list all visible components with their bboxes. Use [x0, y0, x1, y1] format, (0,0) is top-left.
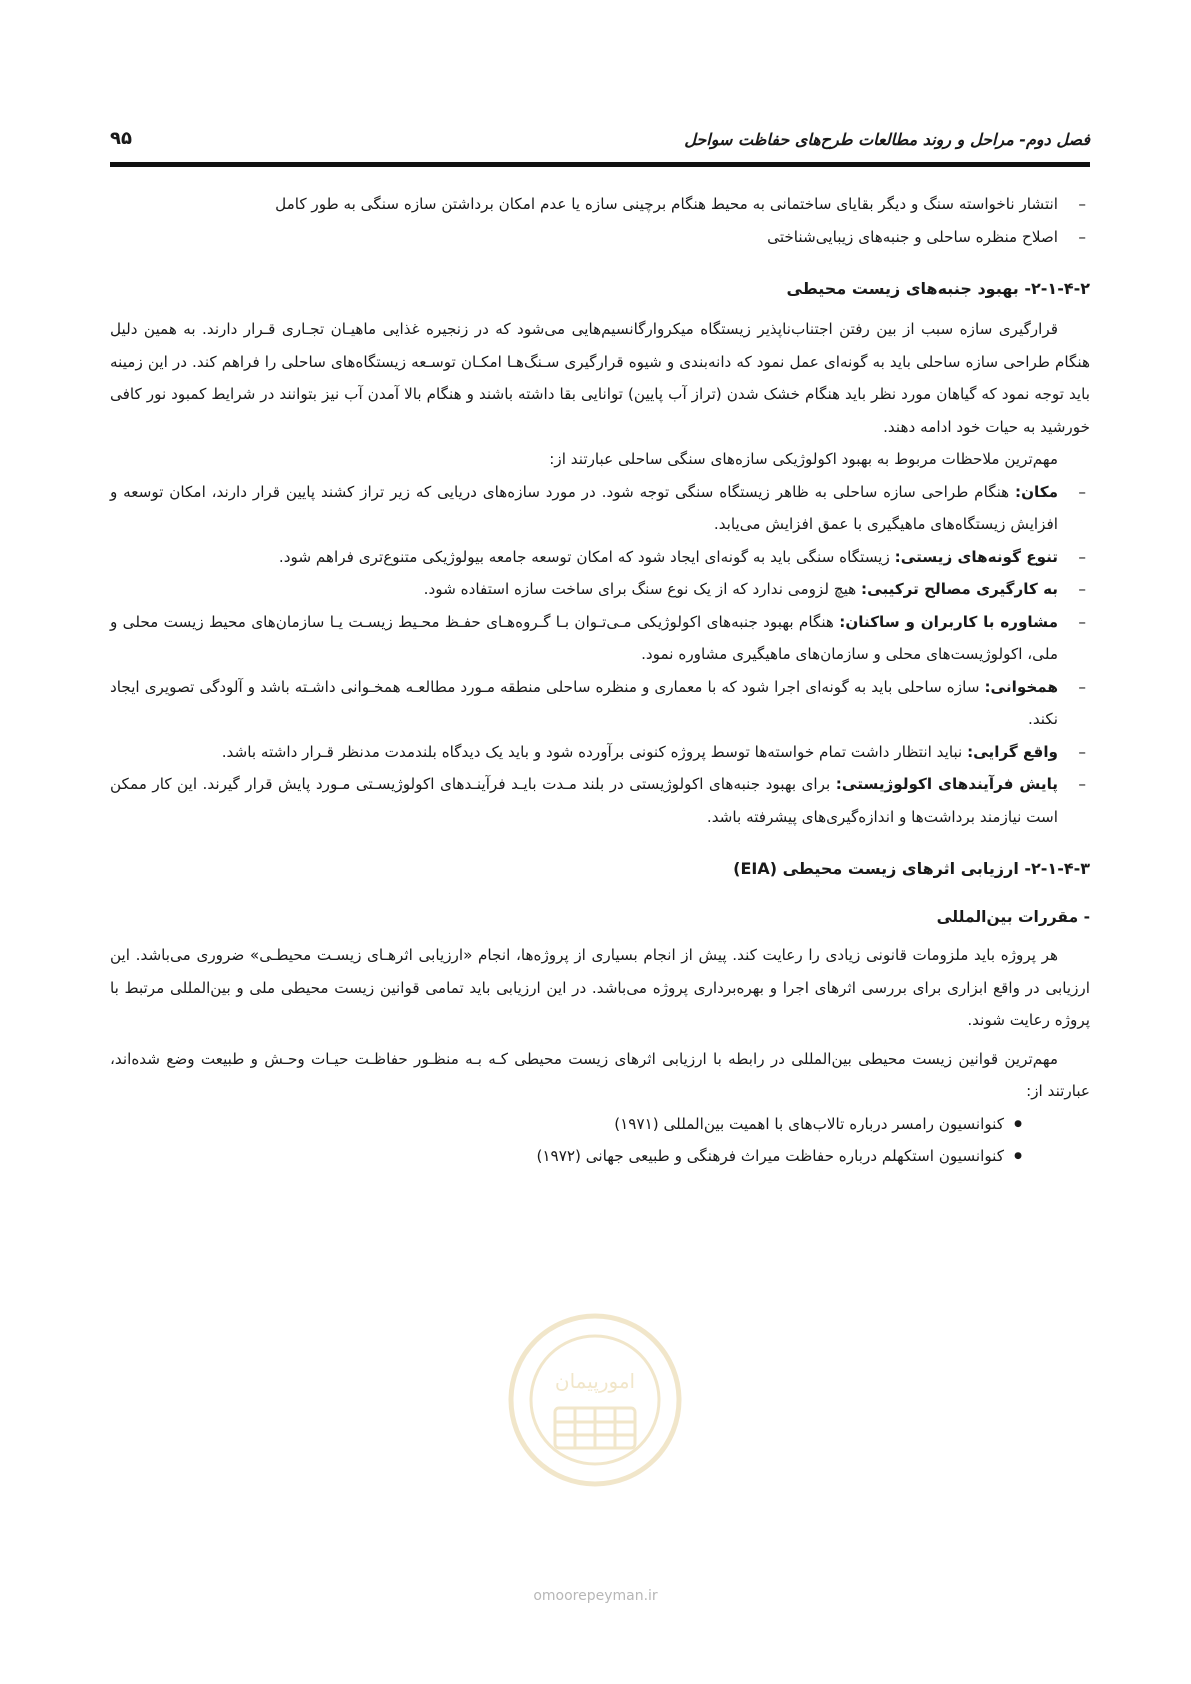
term-text: نباید انتظار داشت تمام خواسته‌ها توسط پروژه کنونی برآورده شود و باید یک دیدگاه بلندمدت مدنظر قـرار داشته باشد.	[221, 742, 968, 761]
section-heading-environmental-improvement: ۲-۱-۴-۲- بهبود جنبه‌های زیست محیطی	[786, 279, 1090, 298]
lead-paragraph: مهم‌ترین ملاحظات مربوط به بهبود اکولوژیکی سازه‌های سنگی ساحلی عبارتند از:	[549, 450, 1058, 468]
paragraph: هر پروژه باید ملزومات قانونی زیادی را رعایت کند. پیش از انجام بسیاری از پروژه‌ها، انجام «ارزیابی اثرهـای زیسـت محیطـی» ضروری می‌باشد. این ارزیابی در واقع ابزاری برای بررسی اثرهای اجرا و بهره‌برداری پروژه می‌باشد. در این ارزیابی باید تمامی قوانین زیست محیطی ملی و بین‌المللی مرتبط با پروژه رعایت شوند.	[110, 946, 1090, 1029]
list-item: – انتشار ناخواسته سنگ و دیگر بقایای ساختمانی به محیط هنگام برچینی سازه یا عدم امکان برداشتن سازه سنگی به طور کامل	[110, 188, 1090, 221]
paragraph: مهم‌ترین قوانین زیست محیطی بین‌المللی در رابطه با ارزیابی اثرهای زیست محیطی کـه بـه منظـور حفاظـت حیـات وحـش و طبیعت وضع شده‌اند، عبارتند از:	[110, 1049, 1090, 1100]
term-label: پایش فرآیندهای اکولوژیستی:	[835, 775, 1058, 793]
term-text: سازه ساحلی باید به گونه‌ای اجرا شود که با معماری و منظره ساحلی منطقه مـورد مطالعـه همخـوانی داشـته باشد و آلودگی تصویری ایجاد نکند.	[110, 677, 1058, 728]
watermark-site: omoorepeyman.ir	[533, 1588, 658, 1604]
header-rule	[110, 162, 1090, 167]
list-item	[110, 476, 1090, 541]
term-text: برای بهبود جنبه‌های اکولوژیستی در بلند مـدت بایـد فرآینـدهای اکولوژیسـتی مـورد پایش قرار گیرند. این کار ممکن است نیازمند برداشت‌ها و اندازه‌گیری‌های پیشرفته باشد.	[110, 775, 1058, 826]
term-text: زیستگاه سنگی باید به گونه‌ای ایجاد شود که امکان توسعه جامعه بیولوژیکی متنوع‌تری فراهم شود.	[278, 547, 895, 566]
term-label: به کارگیری مصالح ترکیبی:	[861, 580, 1058, 598]
watermark-text: امورپیمان	[554, 1369, 636, 1393]
page-body	[110, 188, 1090, 1173]
page-header	[110, 126, 1090, 156]
section-heading-eia: ۲-۱-۴-۳- ارزیابی اثرهای زیست محیطی (EIA)	[733, 859, 1090, 878]
list-item: ● کنوانسیون استکهلم درباره حفاظت میراث فرهنگی و طبیعی جهانی (۱۹۷۲)	[110, 1140, 1090, 1173]
term-text: هنگام بهبود جنبه‌های اکولوژیکی مـی‌تـوان بـا گـروه‌هـای حفـظ محـیط زیسـت یـا سازمان‌های محیط زیست محلی و ملی، اکولوژیست‌های محلی و سازمان‌های ماهیگیری مشاوره نمود.	[110, 612, 1058, 663]
term-text: هیچ لزومی ندارد که از یک نوع سنگ برای ساخت سازه استفاده شود.	[423, 580, 861, 598]
term-label: مکان:	[1015, 482, 1058, 501]
conventions-list	[110, 1108, 1090, 1173]
list-item: – اصلاح منظره ساحلی و جنبه‌های زیبایی‌شناختی	[110, 221, 1090, 254]
watermark-seal-icon	[505, 1310, 685, 1490]
intro-list	[110, 188, 1090, 253]
page-number: ۹۵	[110, 128, 132, 149]
term-label: تنوع گونه‌های زیستی:	[894, 547, 1058, 566]
list-item	[110, 736, 1090, 769]
term-label: مشاوره با کاربران و ساکنان:	[839, 612, 1058, 631]
term-text: هنگام طراحی سازه ساحلی به ظاهر زیستگاه سنگی توجه شود. در مورد سازه‌های دریایی که زیر تراز کشند پایین قرار دارند، امکان توسعه و افزایش زیستگاه‌های ماهیگیری با عمق افزایش می‌یابد.	[110, 482, 1058, 533]
list-item	[110, 768, 1090, 833]
term-label: واقع گرایی:	[967, 742, 1058, 761]
chapter-title: فصل دوم- مراحل و روند مطالعات طرح‌های حفاظت سواحل	[684, 130, 1090, 149]
list-item	[110, 606, 1090, 671]
list-item	[110, 671, 1090, 736]
subheading-international-regulations: - مقررات بین‌المللی	[936, 908, 1090, 926]
considerations-list	[110, 476, 1090, 834]
term-label: همخوانی:	[984, 677, 1058, 696]
list-item	[110, 573, 1090, 606]
list-item: ● کنوانسیون رامسر درباره تالاب‌های با اهمیت بین‌المللی (۱۹۷۱)	[110, 1108, 1090, 1141]
list-item	[110, 541, 1090, 574]
paragraph: قرارگیری سازه سبب از بین رفتن اجتناب‌ناپذیر زیستگاه میکروارگانسیم‌هایی می‌شود که در زنجیره غذایی ماهیـان تجـاری قـرار دارند. به همین دلیل هنگام طراحی سازه ساحلی باید به گونه‌ای عمل نمود که دانه‌بندی و شیوه قرارگیری سـنگ‌هـا امکـان توسـعه زیستگاه‌های ساحلی را فراهم کند. در این زمینه باید توجه نمود که گیاهان مورد نظر باید هنگام خشک شدن (تراز آب پایین) توانایی بقا داشته باشند و هنگام بالا آمدن آب نیز بتوانند در شرایط کمبود نور کافی خورشید به حیات خود ادامه دهند.	[110, 320, 1090, 436]
